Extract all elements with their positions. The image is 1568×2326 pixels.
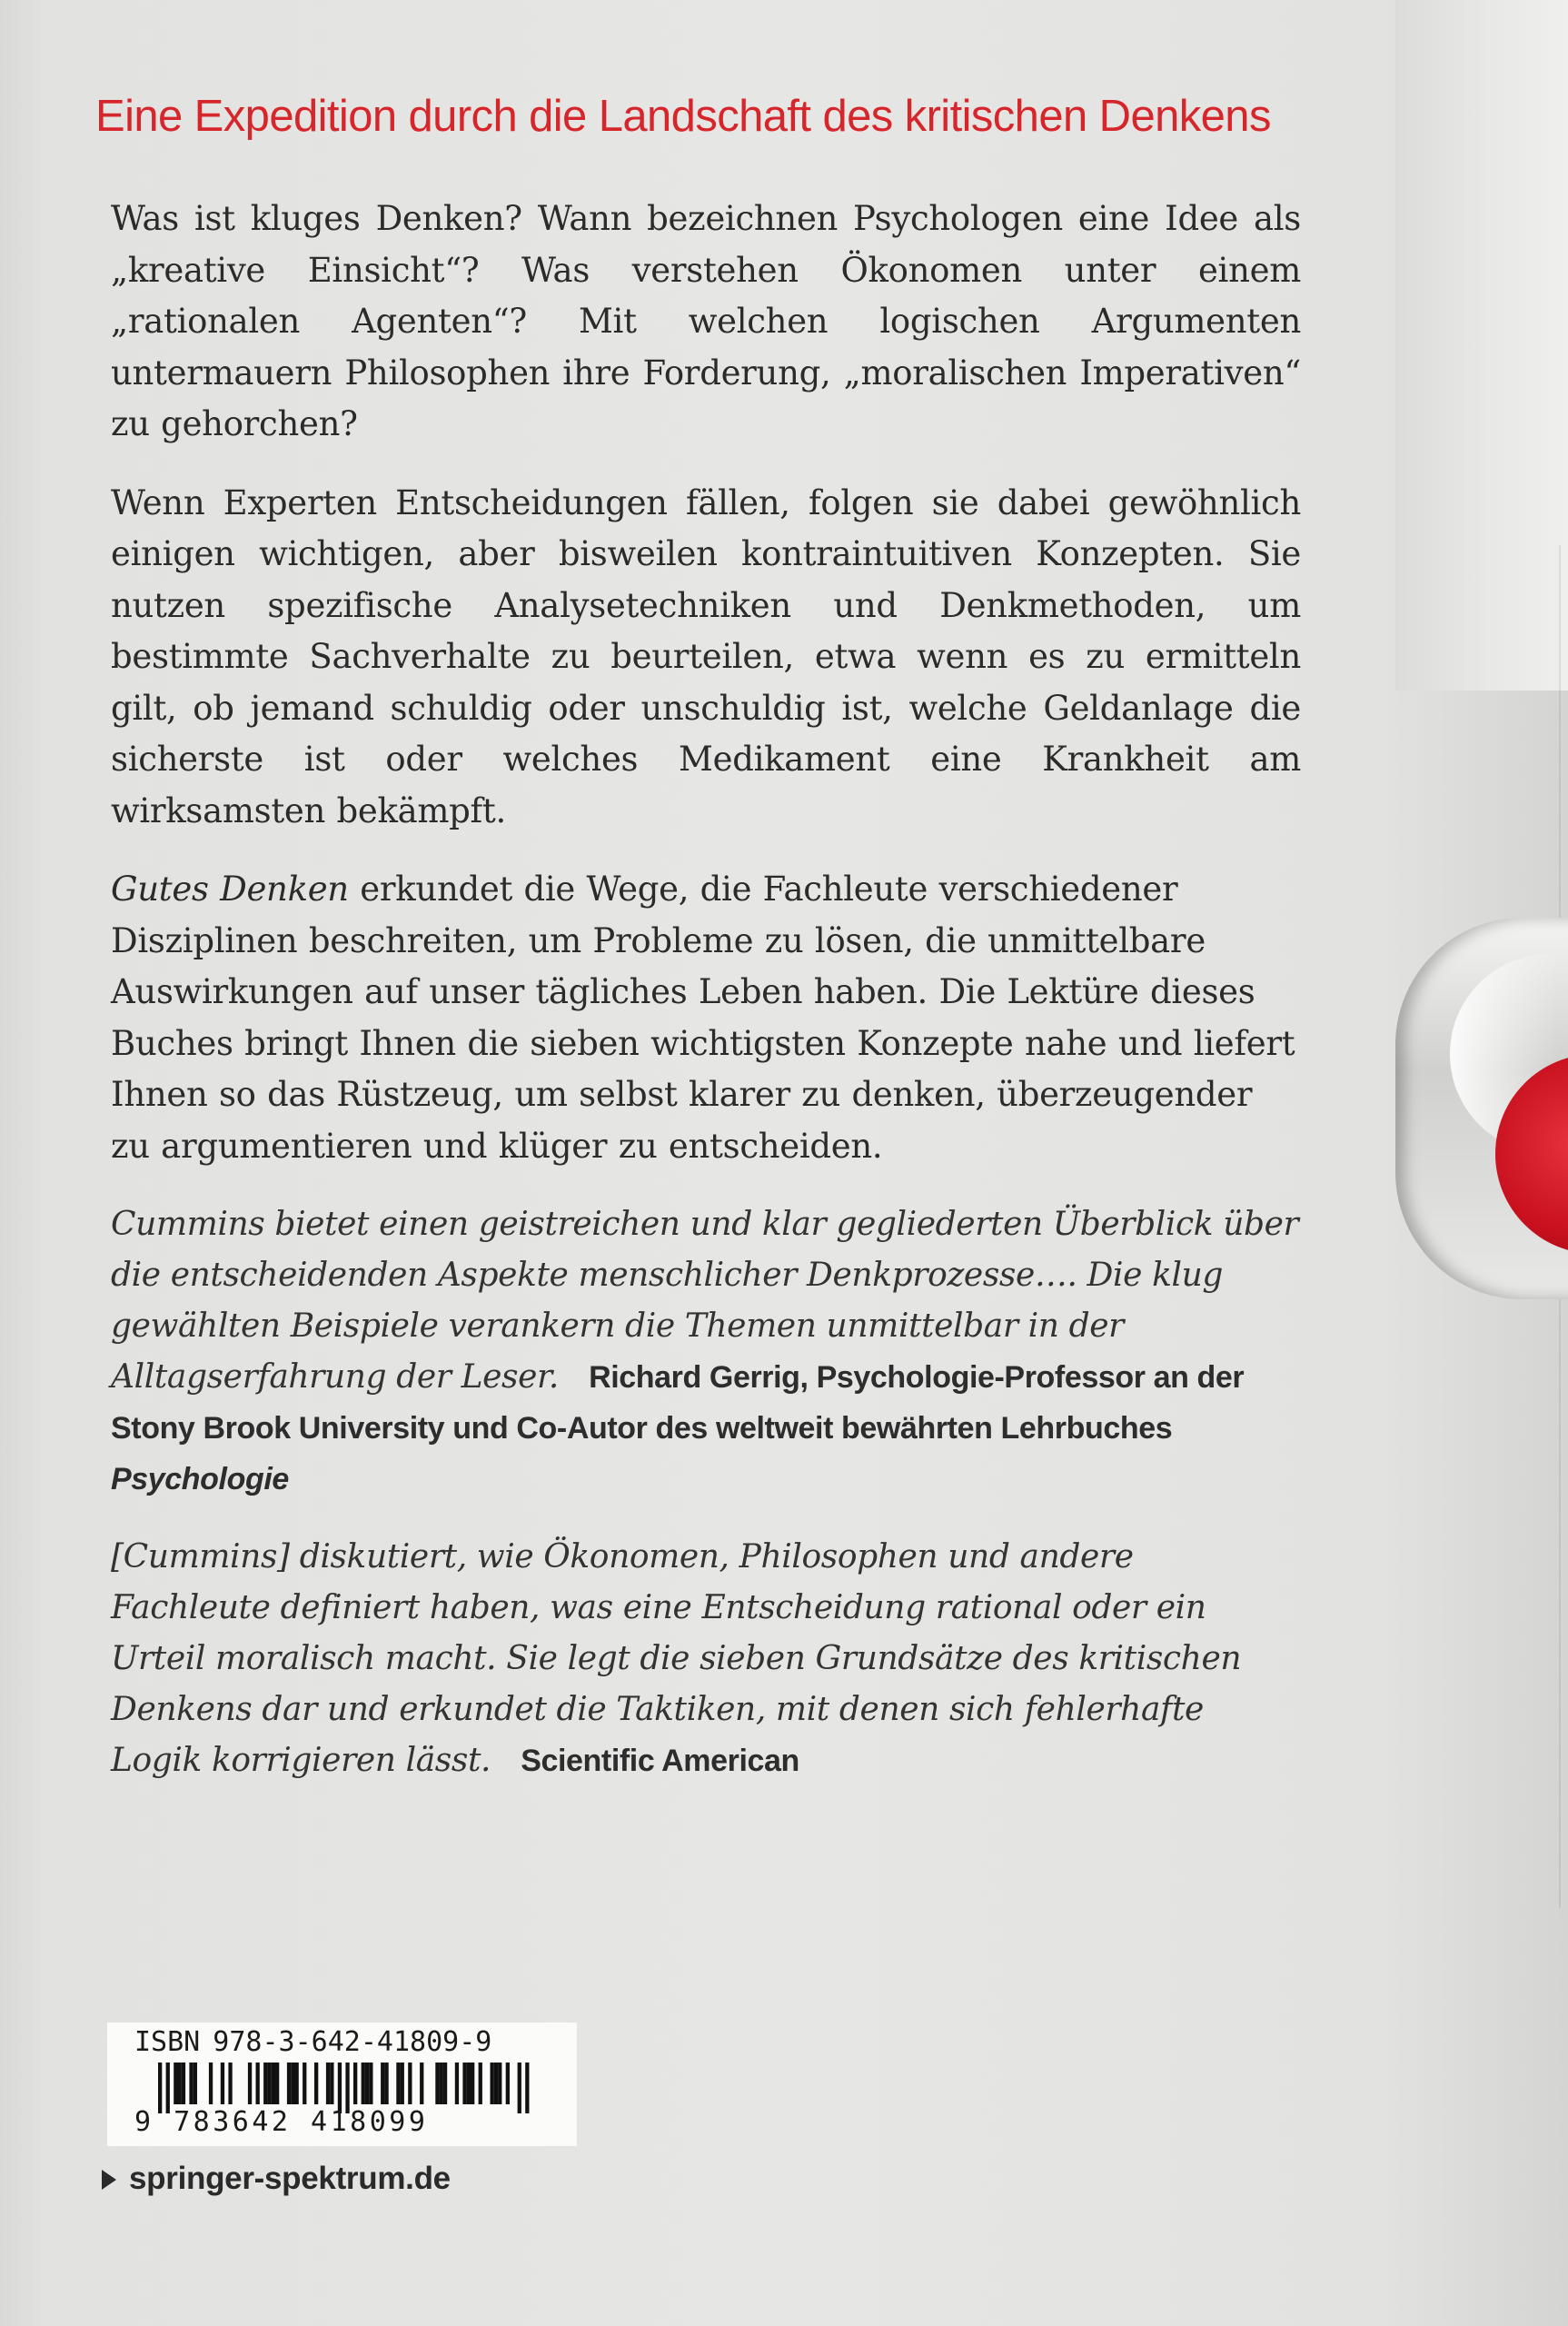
book-title-italic: Gutes Denken — [111, 870, 349, 909]
barcode-bar — [396, 2063, 400, 2104]
barcode-bar — [267, 2063, 271, 2104]
review-quote-1-source-text: Richard Gerrig, Psychologie-Professor an der Stony Brook University und Co-Autor des weltweit bewährten Lehrbuches — [111, 1360, 1245, 1446]
paragraph-1: Was ist kluges Denken? Wann bezeichnen Psychologen eine Idee als „kreative Einsicht“? Was verstehen Ökonomen unter einem „rationalen Agenten“? Mit welchen logischen Argumenten untermauern Philosophen ihre Forderung, „moralischen Imperativen“ zu gehorchen? — [111, 199, 1301, 443]
barcode-bar — [518, 2063, 521, 2113]
barcode-bar — [408, 2063, 412, 2104]
barcode-bar — [194, 2063, 197, 2104]
isbn-label: ISBN 978-3-642-41809-9 — [134, 2026, 492, 2058]
barcode-bar — [471, 2063, 474, 2104]
publisher-url-line — [102, 2161, 451, 2197]
barcode-bar — [498, 2063, 501, 2104]
barcode-bar — [525, 2063, 529, 2113]
barcode-bar — [314, 2063, 318, 2104]
barcode-bar — [326, 2063, 330, 2104]
barcode-bar — [435, 2063, 439, 2104]
barcode-bar — [303, 2063, 306, 2104]
blurb-body — [111, 194, 1301, 1814]
review-quote-1-text: Cummins bietet einen geistreichen und klar gegliederten Überblick über die entscheidenden Aspekte menschlicher Denkprozesse…. Die klug gewählten Beispiele verankern die Themen unmittelbar in der Alltagserfahrung der Leser. — [111, 1206, 1299, 1396]
cover-edge-panel — [1395, 0, 1568, 691]
decorative-slot — [1395, 918, 1568, 1299]
barcode-bar — [174, 2063, 177, 2104]
barcode-bar — [272, 2063, 275, 2104]
barcode-bar — [291, 2063, 294, 2104]
barcode-bar — [365, 2063, 369, 2104]
barcode-bar — [189, 2063, 193, 2104]
barcode-bar — [221, 2063, 224, 2104]
barcode-bar — [443, 2063, 447, 2104]
barcode-bar — [491, 2063, 494, 2104]
barcode-bar — [440, 2063, 443, 2104]
publisher-url: springer-spektrum.de — [129, 2161, 451, 2196]
paragraph-3-text: erkundet die Wege, die Fachleute verschiedener Disziplinen beschreiten, um Probleme zu lösen, die unmittelbare Auswirkungen auf unser tägliches Leben haben. Die Lektüre dieses Buches bringt Ihnen die sieben wichtigsten Konzepte nahe und liefert Ihnen so das Rüstzeug, um selbst klarer zu denken, überzeugender zu argumentieren und klüger zu entscheiden. — [111, 870, 1295, 1166]
barcode-bar — [178, 2063, 182, 2104]
barcode-bar — [455, 2063, 459, 2104]
barcode-bar — [287, 2063, 291, 2104]
arrow-right-icon — [102, 2170, 116, 2190]
review-quote-2 — [111, 1532, 1301, 1786]
barcode-bar — [256, 2063, 260, 2104]
barcode-bar — [209, 2063, 213, 2104]
barcode-bar — [295, 2063, 299, 2104]
barcode-bar — [248, 2063, 252, 2104]
barcode-bar — [401, 2063, 404, 2104]
review-quote-1-source-book: Psychologie — [111, 1462, 289, 1496]
paragraph-2: Wenn Experten Entscheidungen fällen, folgen sie dabei gewöhnlich einigen wichtigen, aber bisweilen kontraintuitiven Konzepten. Sie nutzen spezifische Analysetechniken und Denkmethoden, um bestimmte Sachverhalte zu beurteilen, etwa wenn es zu ermitteln gilt, ob jemand schuldig oder unschuldig ist, welche Geldanlage die sicherste ist oder welches Medikament eine Krankheit am wirksamsten bekämpft. — [111, 482, 1301, 830]
ean-digits: 9 783642 418099 — [134, 2106, 429, 2138]
barcode-bar — [263, 2063, 267, 2104]
barcode-bar — [479, 2063, 482, 2104]
barcode-bar — [506, 2063, 510, 2104]
barcode-bar — [369, 2063, 372, 2104]
barcode-bar — [228, 2063, 232, 2104]
barcode-bar — [353, 2063, 357, 2104]
headline: Eine Expedition durch die Landschaft des kritischen Denkens — [95, 92, 1271, 141]
barcode-bar — [362, 2063, 365, 2104]
review-quote-1 — [111, 1199, 1301, 1505]
barcode-bar — [275, 2063, 279, 2104]
barcode-bar — [182, 2063, 185, 2104]
barcode-bar — [494, 2063, 498, 2104]
barcode-bar — [467, 2063, 471, 2104]
barcode-bar — [420, 2063, 423, 2104]
review-quote-2-source — [521, 1744, 799, 1778]
review-quote-2-source-text: Scientific American — [521, 1744, 799, 1778]
barcode-bar — [462, 2063, 466, 2104]
barcode-bar — [330, 2063, 333, 2104]
barcode-bar — [381, 2063, 384, 2104]
barcode-bar — [384, 2063, 388, 2104]
paragraph-3 — [111, 864, 1301, 1172]
review-quote-2-text: [Cummins] diskutiert, wie Ökonomen, Philosophen und andere Fachleute definiert haben, was eine Entscheidung rational oder ein Urteil moralisch macht. Sie legt die sieben Grundsätze des kritischen Denkens dar und erkundet die Taktiken, mit denen sich fehlerhafte Logik korrigieren lässt. — [111, 1538, 1242, 1779]
